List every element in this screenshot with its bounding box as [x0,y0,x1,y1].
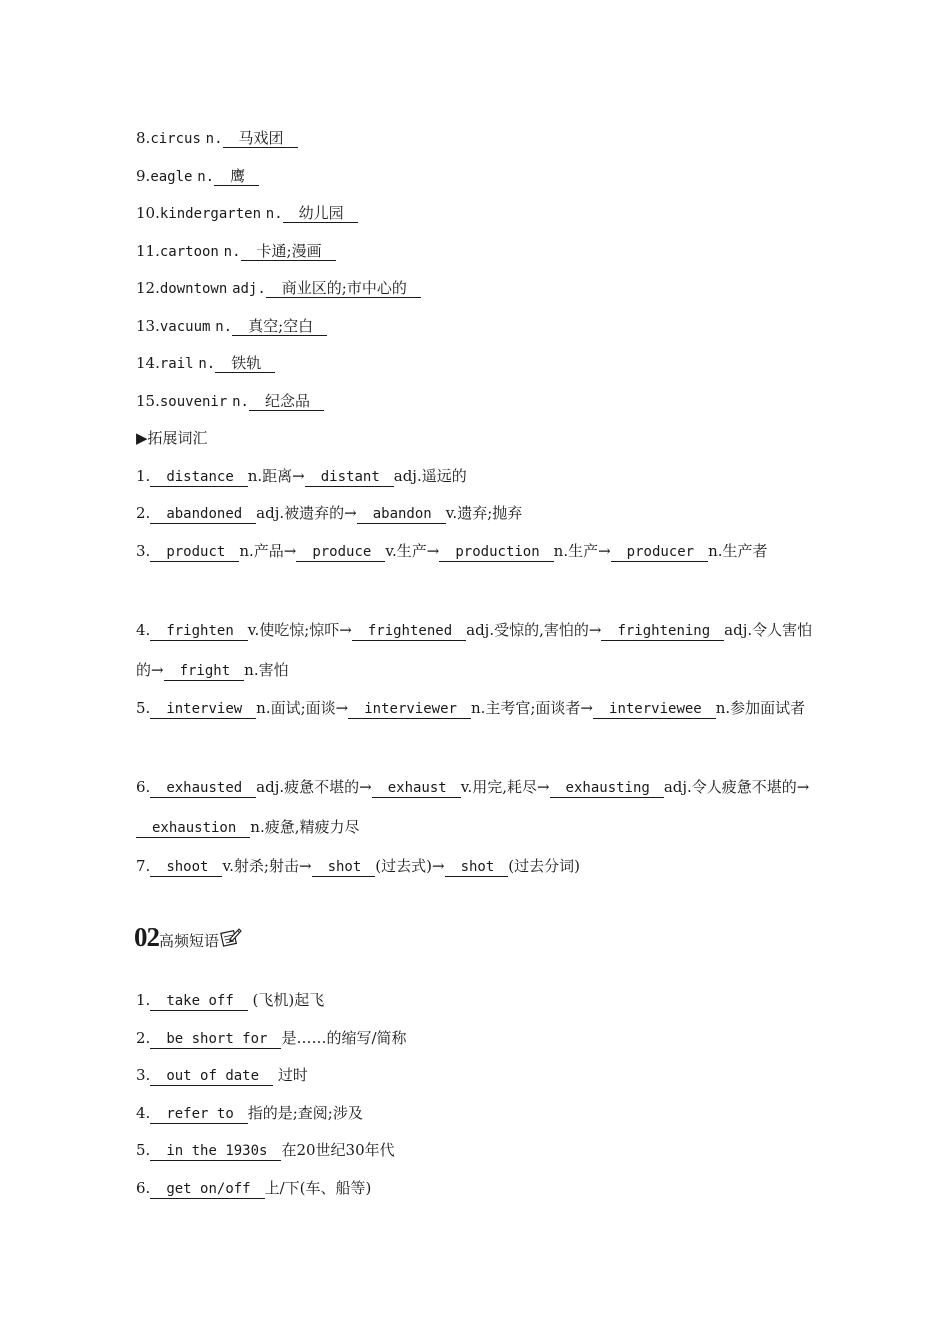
answer-blank: exhausting [550,779,664,798]
answer-blank: exhaust [372,779,461,798]
phrase-meaning: (飞机)起飞 [252,991,325,1009]
answer-blank: refer to [150,1105,247,1124]
phrase-meaning: 在20世纪30年代 [281,1141,395,1159]
word-item-14 [136,353,816,374]
phrase-item-1 [136,990,816,1011]
section-title: 高频短语 [159,932,220,950]
definition-text: v.用完,耗尽→ [460,778,550,796]
definition-text: n.生产者 [708,542,768,560]
word-item-8 [136,128,816,149]
expand-item-5 [136,688,816,728]
item-number: 5. [136,699,151,717]
vocab-word: cartoon [159,244,219,260]
answer-blank: frightening [601,622,724,641]
item-number: 4. [136,1104,151,1122]
definition-text: (过去分词) [508,857,580,875]
definition-text: n.距离→ [247,467,305,485]
definition-text: n.生产→ [553,542,611,560]
item-number: 3. [136,542,151,560]
phrase-item-5 [136,1140,816,1161]
answer-blank: frighten [150,622,247,641]
phrase-item-2 [136,1028,816,1049]
definition-text: n.主考官;面谈者→ [470,699,594,717]
item-number: 3. [136,1066,151,1084]
part-of-speech: n. [205,131,223,147]
item-number: 15. [136,392,160,410]
answer-blank: produce [296,543,385,562]
answer-blank: fright [164,662,245,681]
phrase-item-4 [136,1103,816,1124]
answer-blank: interview [150,700,256,719]
definition-text: adj.疲惫不堪的→ [256,778,372,796]
part-of-speech: n. [197,169,215,185]
phrase-meaning: 指的是;查阅;涉及 [247,1104,363,1122]
answer-blank: distant [305,468,394,487]
word-item-9 [136,166,816,187]
answer-blank: out of date [150,1067,273,1086]
item-number: 14. [136,354,160,372]
definition-text: v.生产→ [385,542,440,560]
answer-blank: product [150,543,239,562]
expand-item-2 [136,503,816,524]
answer-blank: get on/off [150,1180,264,1199]
definition-text: (过去式)→ [375,857,445,875]
item-number: 11. [136,242,160,260]
part-of-speech: n. [265,206,283,222]
definition-text: adj.遥远的 [393,467,467,485]
vocab-word: downtown [159,281,228,297]
answer-blank: abandoned [150,505,256,524]
word-item-12 [136,278,816,299]
answer-blank: in the 1930s [150,1142,281,1161]
answer-blank: shot [312,858,376,877]
answer-blank: interviewer [348,700,471,719]
answer-blank: 真空;空白 [232,317,327,336]
item-number: 9. [136,167,151,185]
pencil-notebook-icon [220,926,242,952]
answer-blank: take off [150,992,247,1011]
expand-item-7 [136,856,816,877]
item-number: 7. [136,857,151,875]
item-number: 13. [136,317,160,335]
item-number: 5. [136,1141,151,1159]
answer-blank: production [439,543,553,562]
part-of-speech: n. [223,244,241,260]
answer-blank: exhaustion [136,819,250,838]
answer-blank: 铁轨 [215,354,275,373]
part-of-speech: adj. [232,281,266,297]
item-number: 10. [136,204,160,222]
item-number: 6. [136,778,151,796]
phrase-meaning: 过时 [277,1066,308,1084]
item-number: 6. [136,1179,151,1197]
definition-text: n.产品→ [239,542,297,560]
answer-blank: 纪念品 [249,392,324,411]
part-of-speech: n. [232,394,249,410]
definition-text: v.使吃惊;惊吓→ [247,621,352,639]
section-heading [134,922,242,953]
section-number: 02 [134,922,159,952]
phrase-meaning: 上/下(车、船等) [264,1179,372,1197]
expand-item-1 [136,466,816,487]
answer-blank: 幼儿园 [283,204,358,223]
definition-text: n.参加面试者 [715,699,806,717]
item-number: 2. [136,504,151,522]
definition-text: adj.令人疲惫不堪的→ [663,778,810,796]
answer-blank: abandon [357,505,446,524]
answer-blank: 卡通;漫画 [241,242,336,261]
answer-blank: distance [150,468,247,487]
phrase-item-6 [136,1178,816,1199]
word-item-11 [136,241,816,262]
vocab-word: souvenir [159,394,228,410]
phrase-meaning: 是……的缩写/简称 [281,1029,407,1047]
vocab-word: eagle [150,169,193,185]
answer-blank: exhausted [150,779,256,798]
definition-text: v.遗弃;抛弃 [445,504,523,522]
expand-item-3 [136,531,816,571]
answer-blank: be short for [150,1030,281,1049]
item-number: 4. [136,621,151,639]
answer-blank: shoot [150,858,222,877]
vocab-word: vacuum [159,319,211,335]
definition-text: n.害怕 [244,661,289,679]
vocab-word: rail [159,356,194,372]
definition-text: n.疲惫,精疲力尽 [250,818,360,836]
expand-vocab-heading: ▶拓展词汇 [136,429,208,447]
item-number: 1. [136,467,151,485]
vocab-word: circus [150,131,201,147]
word-item-15 [136,391,816,412]
vocab-word: kindergarten [159,206,262,222]
answer-blank: interviewee [593,700,716,719]
definition-text: adj.受惊的,害怕的→ [466,621,602,639]
item-number: 1. [136,991,151,1009]
part-of-speech: n. [215,319,233,335]
phrase-item-3 [136,1065,816,1086]
answer-blank: frightened [352,622,466,641]
answer-blank: producer [611,543,708,562]
item-number: 12. [136,279,160,297]
definition-text: adj.令人害怕的→ [136,621,813,679]
expand-item-4 [136,610,816,690]
answer-blank: 马戏团 [223,129,298,148]
item-number: 2. [136,1029,151,1047]
definition-text: v.射杀;射击→ [222,857,312,875]
word-item-10 [136,203,816,224]
part-of-speech: n. [198,356,216,372]
expand-item-6 [136,767,816,847]
definition-text: adj.被遗弃的→ [256,504,357,522]
answer-blank: 鹰 [214,167,259,186]
item-number: 8. [136,129,151,147]
word-item-13 [136,316,816,337]
definition-text: n.面试;面谈→ [256,699,349,717]
answer-blank: shot [445,858,509,877]
answer-blank: 商业区的;市中心的 [266,279,421,298]
